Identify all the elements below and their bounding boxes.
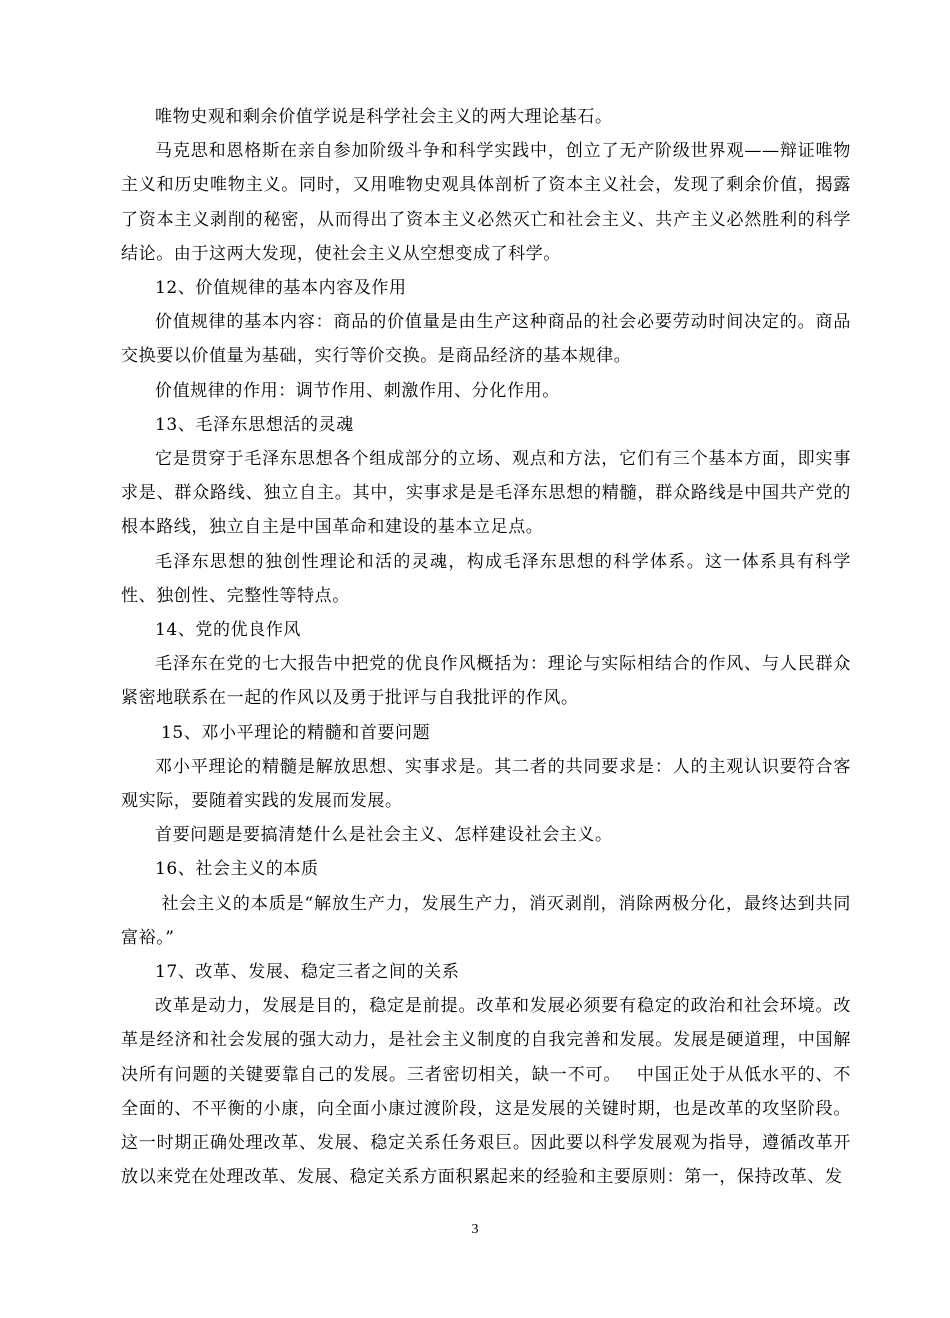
document-body (121, 100, 851, 1195)
paragraph: 毛泽东在党的七大报告中把党的优良作风概括为：理论与实际相结合的作风、与人民群众紧密地联系在一起的作风以及勇于批评与自我批评的作风。 (121, 654, 851, 709)
paragraph: 毛泽东思想的独创性理论和活的灵魂，构成毛泽东思想的科学体系。这一体系具有科学性、独创性、完整性等特点。 (121, 551, 851, 606)
paragraph: 唯物史观和剩余价值学说是科学社会主义的两大理论基石。 (155, 107, 613, 127)
section-heading: 14、党的优良作风 (155, 620, 302, 641)
paragraph: 它是贯穿于毛泽东思想各个组成部分的立场、观点和方法，它们有三个基本方面，即实事求是、群众路线、独立自主。其中，实事求是是毛泽东思想的精髓，群众路线是中国共产党的根本路线，独立自主是中国革命和建设的基本立足点。 (121, 449, 851, 538)
paragraph: 价值规律的作用：调节作用、刺激作用、分化作用。 (155, 380, 560, 401)
section-heading: 17、改革、发展、稳定三者之间的关系 (155, 962, 460, 983)
paragraph: 首要问题是要搞清楚什么是社会主义、怎样建设社会主义。 (155, 825, 613, 846)
paragraph: 价值规律的基本内容：商品的价值量是由生产这种商品的社会必要劳动时间决定的。商品交换要以价值量为基础，实行等价交换。是商品经济的基本规律。 (121, 312, 851, 367)
paragraph: 马克思和恩格斯在亲自参加阶级斗争和科学实践中，创立了无产阶级世界观——辩证唯物主义和历史唯物主义。同时，又用唯物史观具体剖析了资本主义社会，发现了剩余价值，揭露了资本主义剥削的秘密，从而得出了资本主义必然灭亡和社会主义、共产主义必然胜利的科学结论。由于这两大发现，使社会主义从空想变成了科学。 (121, 141, 851, 264)
section-heading: 13、毛泽东思想活的灵魂 (155, 414, 354, 435)
section-heading: 15、邓小平理论的精髓和首要问题 (155, 722, 431, 743)
section-heading: 12、价值规律的基本内容及作用 (155, 278, 407, 299)
page-number: 3 (471, 1222, 479, 1237)
paragraph: 改革是动力，发展是目的，稳定是前提。改革和发展必须要有稳定的政治和社会环境。改革是经济和社会发展的强大动力，是社会主义制度的自我完善和发展。发展是硬道理，中国解决所有问题的关键要靠自己的发展。三者密切相关，缺一不可。 中国正处于从低水平的、不全面的、不平衡的小康，向全面小康过渡阶段，这是发展的关键时期，也是改革的攻坚阶段。这一时期正确处理改革、发展、稳定关系任务艰巨。因此要以科学发展观为指导，遵循改革开放以来党在处理改革、发展、稳定关系方面积累起来的经验和主要原则：第一，保持改革、发 (121, 996, 851, 1188)
section-heading: 16、社会主义的本质 (155, 859, 319, 880)
paragraph: 社会主义的本质是“解放生产力，发展生产力，消灭剥削，消除两极分化，最终达到共同富裕。” (121, 893, 851, 948)
paragraph: 邓小平理论的精髓是解放思想、实事求是。其二者的共同要求是：人的主观认识要符合客观实际，要随着实践的发展而发展。 (121, 756, 851, 812)
